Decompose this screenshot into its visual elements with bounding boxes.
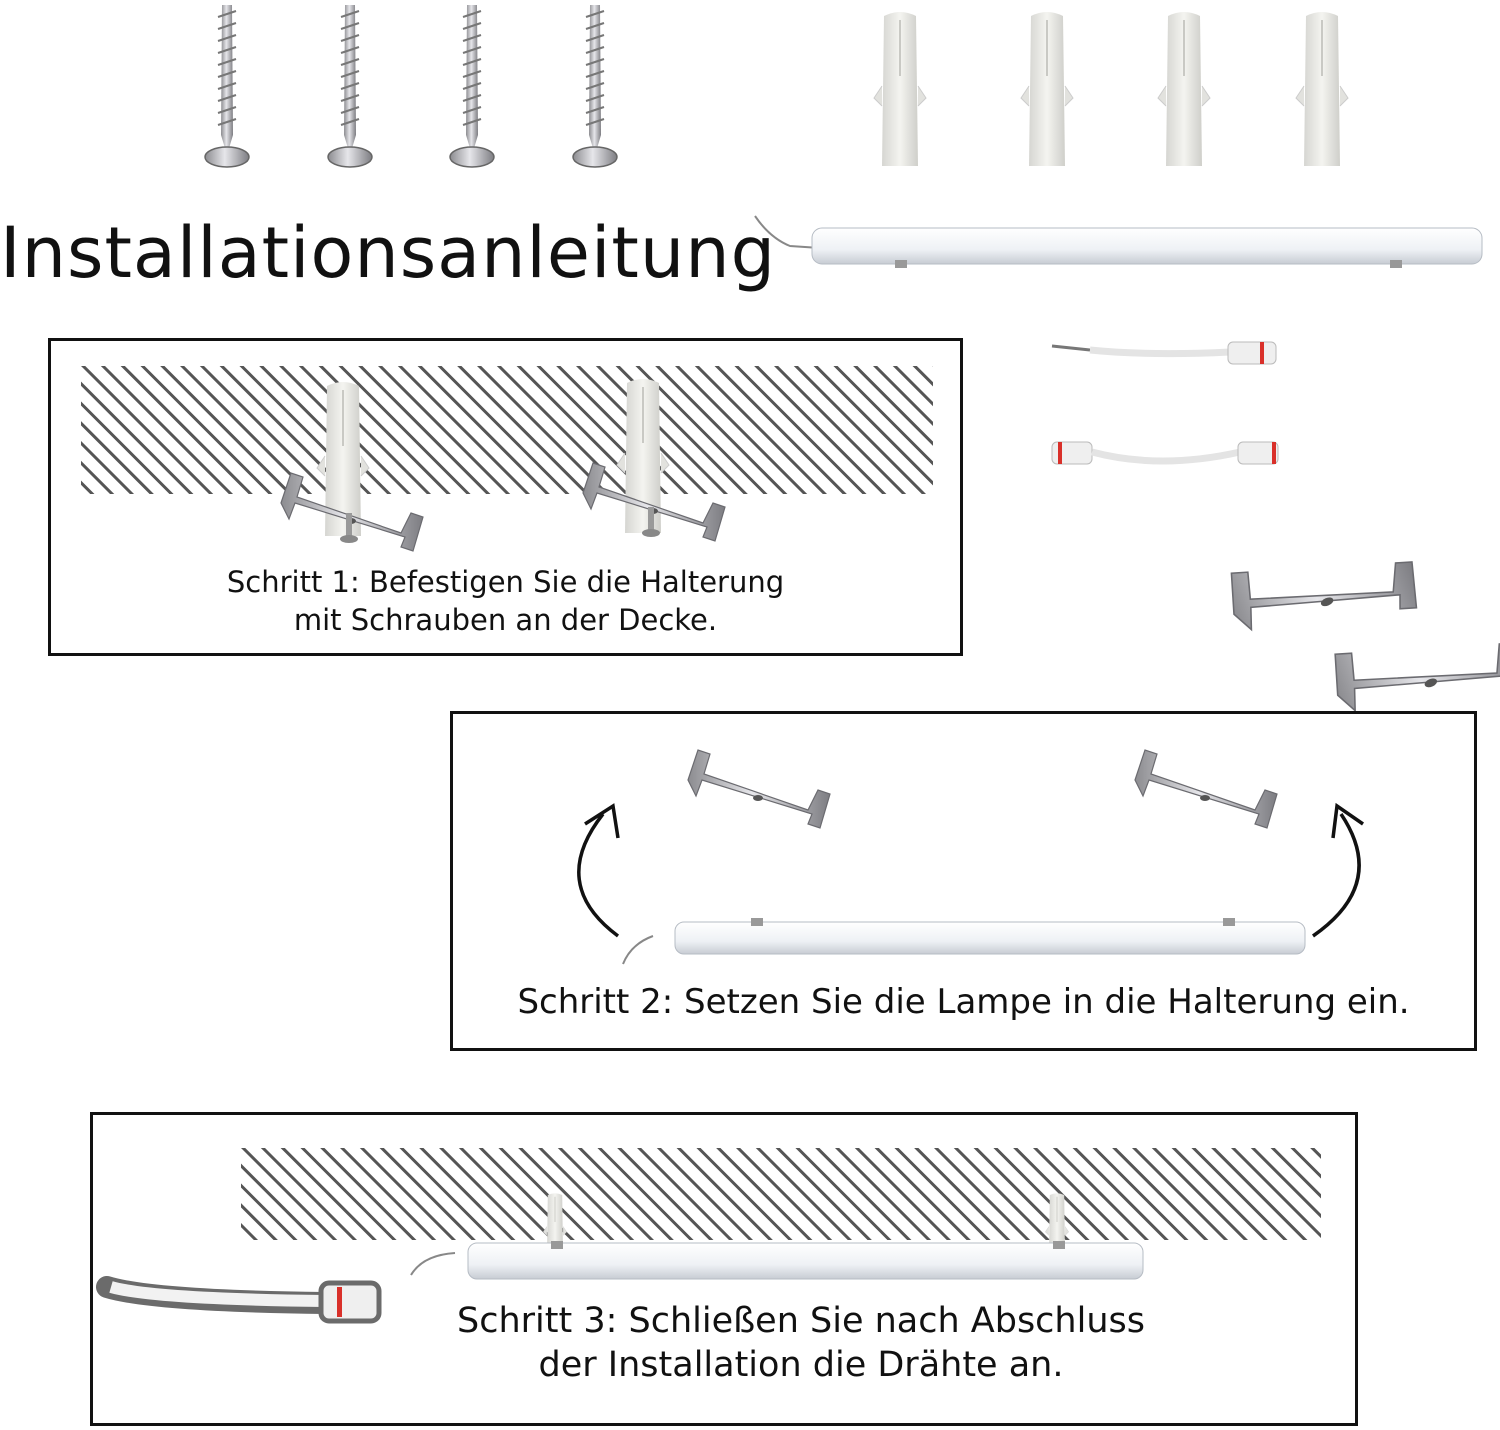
step-3-caption <box>93 1299 1500 1387</box>
bracket-icon <box>1219 509 1428 672</box>
step-2-illustration <box>453 714 1473 974</box>
cable-icon <box>1050 338 1290 368</box>
step-1-line-2: mit Schrauben an der Decke. <box>293 603 718 637</box>
bracket-icon <box>688 750 830 828</box>
arrow-right-icon <box>1313 806 1363 936</box>
bracket-icon <box>1135 750 1277 828</box>
wall-plug-icon <box>874 12 926 166</box>
lamp-icon <box>750 208 1490 278</box>
arrow-left-icon <box>579 806 618 936</box>
step-3-line-2: der Installation die Drähte an. <box>538 1345 1064 1385</box>
screws-group <box>200 5 640 185</box>
lamp-icon <box>623 918 1305 964</box>
step-3-line-1: Schritt 3: Schließen Sie nach Abschluss <box>456 1301 1145 1341</box>
wall-plugs-group <box>870 12 1350 172</box>
screw-icon <box>205 5 249 167</box>
screw-icon <box>450 5 494 167</box>
wall-plug-icon <box>1296 12 1348 166</box>
step-3-panel <box>90 1112 1358 1426</box>
step-2-panel <box>450 711 1477 1051</box>
wall-plug-icon <box>1021 12 1073 166</box>
lamp-icon <box>411 1241 1143 1279</box>
step-1-illustration <box>271 381 751 561</box>
step-1-panel <box>48 338 963 656</box>
screw-icon <box>573 5 617 167</box>
page-title: Installationsanleitung <box>0 212 777 294</box>
step-3-illustration <box>93 1115 1355 1315</box>
step-1-line-1: Schritt 1: Befestigen Sie die Halterung <box>226 565 785 599</box>
screw-icon <box>328 5 372 167</box>
step-1-caption <box>51 563 960 639</box>
brackets-group <box>1215 460 1500 640</box>
step-2-caption <box>453 982 1474 1022</box>
wall-plug-icon <box>1158 12 1210 166</box>
step-2-line-1: Schritt 2: Setzen Sie die Lampe in die Halterung ein. <box>517 982 1410 1022</box>
